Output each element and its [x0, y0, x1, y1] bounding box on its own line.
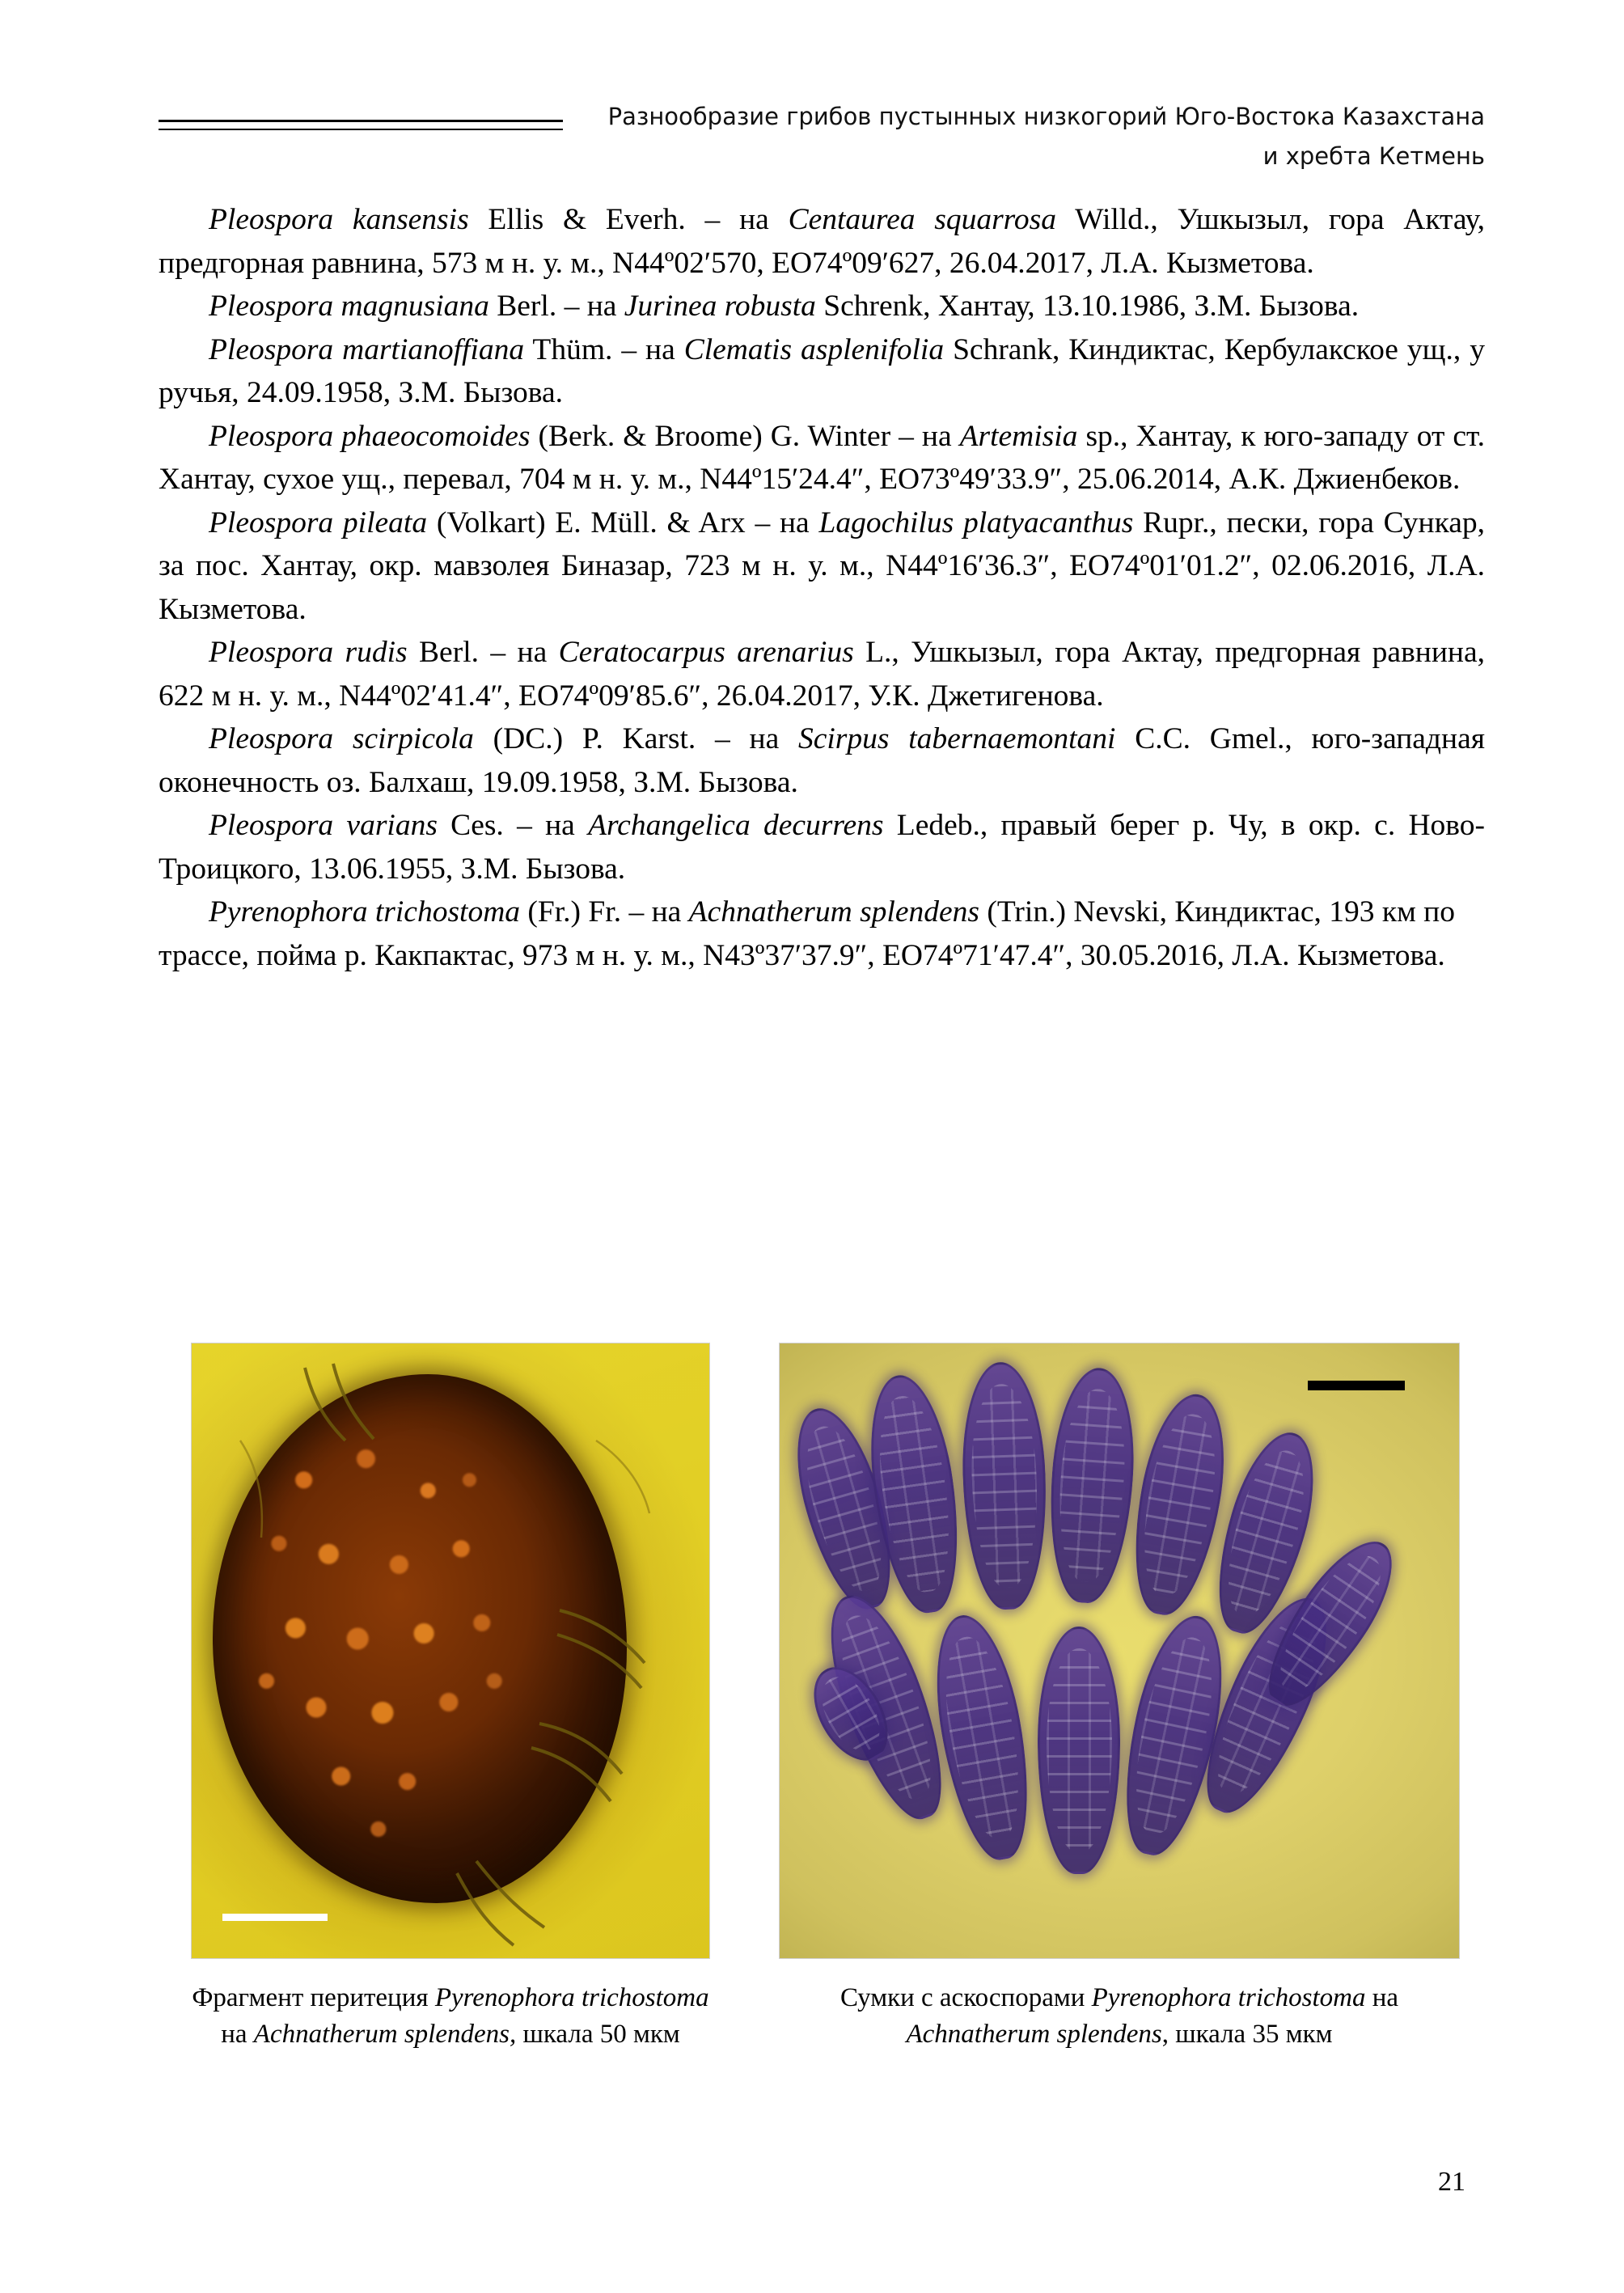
running-head-line-1: Разнообразие грибов пустынных низкогорий Юго-Востока Казахстана [607, 103, 1485, 130]
species-entry [159, 415, 1485, 501]
species-entry [159, 891, 1485, 977]
taxon-name: Centaurea squarrosa [788, 203, 1056, 236]
species-entry [159, 285, 1485, 328]
perithecium-cell-texture [213, 1374, 627, 1903]
header-rule-top [159, 120, 563, 122]
figure-caption-1 [192, 1980, 709, 2053]
entry-text: (DC.) P. Karst. – на [473, 722, 798, 755]
entry-text: на [1365, 1983, 1399, 2012]
entry-text: Schrenk, Хантау, 13.10.1986, З.М. Бызова. [815, 290, 1360, 323]
running-head-text [555, 97, 1485, 176]
entry-text: (Berk. & Broome) G. Winter – на [530, 419, 960, 453]
entry-text: Фрагмент перитеция [192, 1983, 435, 2012]
taxon-name: Achnatherum splendens [688, 895, 979, 929]
entry-text: Berl. – на [407, 636, 559, 669]
taxon-name: Achnatherum splendens, [253, 2020, 517, 2049]
scale-bar-35um [1308, 1381, 1405, 1390]
taxon-name: Pyrenophora trichostoma [209, 895, 521, 929]
taxon-name: Pleospora varians [209, 809, 438, 842]
entry-text: sp., Хантау, к юго-западу от ст. Хантау, сухое ущ., перевал, 704 м н. у. м., N44º15′24.4″, ЕО73º49′33.9″, 25.06.2014, А.К. Джиенбеков. [159, 419, 1485, 496]
micrograph-image-1 [192, 1343, 709, 1958]
figure-asci [772, 1343, 1467, 2053]
entry-text: Ledeb., правый берег р. Чу, в окр. с. Ново-Троицкого, 13.06.1955, З.М. Бызова. [159, 809, 1485, 886]
figure-block [159, 1343, 1485, 2053]
species-entry [159, 804, 1485, 891]
perithecium-body [213, 1374, 627, 1903]
species-entry [159, 328, 1485, 415]
entry-text: шкала 50 мкм [516, 2020, 680, 2049]
taxon-name: Artemisia [959, 419, 1078, 453]
entry-text: , шкала 35 мкм [1161, 2020, 1333, 2049]
header-rule-bottom [159, 129, 563, 130]
taxon-name: Pleospora scirpicola [209, 722, 474, 755]
taxon-name: Jurinea robusta [624, 290, 816, 323]
entry-text: (Volkart) E. Müll. & Arx – на [427, 506, 819, 539]
figure-caption-2 [772, 1980, 1467, 2053]
entry-text: C.C. Gmel., юго-западная оконечность оз. Балхаш, 19.09.1958, З.М. Бызова. [159, 722, 1485, 799]
taxon-name: Pleospora magnusiana [209, 290, 489, 323]
species-entry [159, 717, 1485, 804]
taxon-name: Clematis asplenifolia [683, 332, 945, 366]
taxon-name: Pleospora pileata [209, 506, 428, 539]
taxon-name: Pleospora rudis [209, 636, 408, 669]
figure-perithecium [191, 1343, 710, 2053]
taxon-name: Pleospora phaeocomoides [209, 419, 531, 453]
entry-text: Сумки с аскоспорами [839, 1983, 1092, 2012]
running-head [159, 97, 1485, 178]
taxon-name: Pyrenophora trichostoma [1091, 1983, 1366, 2012]
entry-text: Ces. – на [437, 809, 589, 842]
taxon-name: Ceratocarpus arenarius [558, 636, 854, 669]
entry-text: Thüm. – на [524, 332, 684, 366]
species-entry [159, 198, 1485, 285]
micrograph-perithecium-fragment [191, 1343, 710, 1959]
taxon-name: Pleospora kansensis [209, 203, 469, 236]
micrograph-asci-with-ascospores [779, 1343, 1460, 1959]
header-rule-group [159, 120, 563, 130]
page-number: 21 [1438, 2167, 1465, 2197]
species-entry-list [159, 198, 1485, 977]
species-entry [159, 631, 1485, 717]
taxon-name: Archangelica decurrens [588, 809, 884, 842]
entry-text: Schrank, Киндиктас, Кербулакское ущ., у ручья, 24.09.1958, З.М. Бызова. [159, 332, 1485, 409]
entry-text: на [221, 2020, 254, 2049]
entry-text: (Trin.) Nevski, Киндиктас, 193 км по трассе, пойма р. Какпактас, 973 м н. у. м., N43º37′37.9″, ЕО74º71′47.4″, 30.05.2016, Л.А. Кызметова. [159, 895, 1455, 972]
taxon-name: Pyrenophora trichostoma [434, 1983, 709, 2012]
entry-text: L., Ушкызыл, гора Актау, предгорная равнина, 622 м н. у. м., N44º02′41.4″, ЕО74º09′85.6″, 26.04.2017, У.К. Джетигенова. [159, 636, 1485, 713]
scale-bar-50um [222, 1914, 328, 1921]
entry-text: Ellis & Everh. – на [468, 203, 789, 236]
entry-text: Berl. – на [488, 290, 624, 323]
running-head-line-2: и хребта Кетмень [1262, 142, 1485, 170]
taxon-name: Scirpus tabernaemontani [797, 722, 1116, 755]
taxon-name: Achnatherum splendens [906, 2020, 1162, 2049]
entry-text: (Fr.) Fr. – на [520, 895, 689, 929]
taxon-name: Lagochilus platyacanthus [818, 506, 1134, 539]
taxon-name: Pleospora martianoffiana [209, 332, 525, 366]
entry-text: Rupr., пески, гора Сункар, за пос. Хантау, окр. мавзолея Биназар, 723 м н. у. м., N44º16′36.3″, ЕО74º01′01.2″, 02.06.2016, Л.А. Кызметова. [159, 506, 1485, 626]
entry-text: Willd., Ушкызыл, гора Актау, предгорная равнина, 573 м н. у. м., N44º02′570, ЕО74º09′627, 26.04.2017, Л.А. Кызметова. [159, 203, 1486, 280]
micrograph-image-2 [780, 1343, 1459, 1958]
species-entry [159, 501, 1485, 632]
